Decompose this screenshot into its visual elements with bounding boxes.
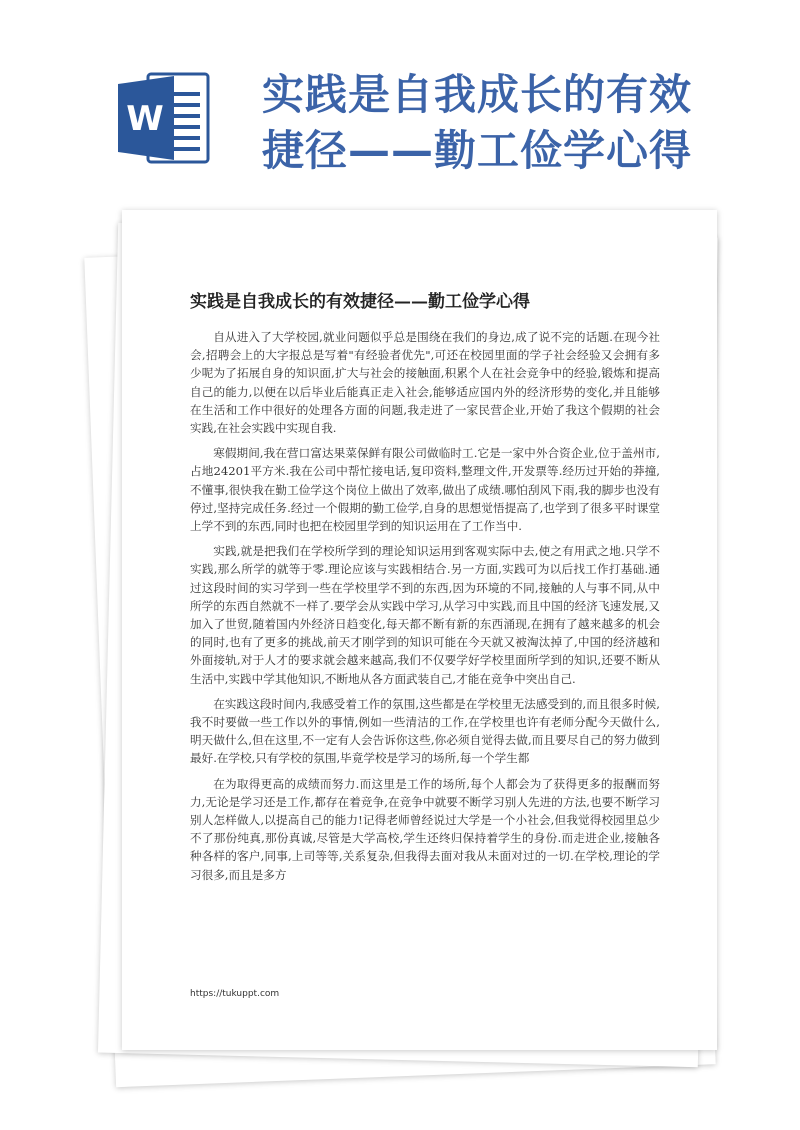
document-title: 实践是自我成长的有效捷径——勤工俭学心得: [190, 292, 530, 312]
paragraph: 在实践这段时间内,我感受着工作的氛围,这些都是在学校里无法感受到的,而且很多时候,我不时要做一些工作以外的事情,例如一些清洁的工作,在学校里也许有老师分配今天做什么,明天做什么,但在这里,不一定有人会告诉你这些,你必须自觉得去做,而且要尽自己的努力做到最好.在学校,只有学校的氛围,毕竟学校是学习的场所,每一个学生都: [190, 696, 660, 766]
header: [0, 0, 800, 200]
paragraph: 实践,就是把我们在学校所学到的理论知识运用到客观实际中去,使之有用武之地.只学不实践,那么所学的就等于零.理论应该与实践相结合.另一方面,实践可为以后找工作打基础.通过这段时间的实习学到一些在学校里学不到的东西,因为环境的不同,接触的人与事不同,从中所学的东西自然就不一样了.要学会从实践中学习,从学习中实践,而且中国的经济飞速发展,又加入了世贸,随着国内外经济日趋变化,每天都不断有新的东西涌现,在拥有了越来越多的机会的同时,也有了更多的挑战,前天才刚学到的知识可能在今天就又被淘汰掉了,中国的经济越和外面接轨,对于人才的要求就会越来越高,我们不仅要学好学校里面所学到的知识,还要不断从生活中,实践中学其他知识,不断地从各方面武装自己,才能在竞争中突出自己.: [190, 544, 660, 686]
word-icon: [118, 70, 214, 166]
paragraph: 寒假期间,我在营口富达果菜保鲜有限公司做临时工.它是一家中外合资企业,位于盖州市,占地24201平方米.我在公司中帮忙接电话,复印资料,整理文件,开发票等.经历过开始的莽撞,不懂事,很快我在勤工俭学这个岗位上做出了效率,做出了成绩.哪怕刮风下雨,我的脚步也没有停过,坚持完成任务.经过一个假期的勤工俭学,自身的思想觉悟提高了,也学到了很多平时课堂上学不到的东西,同时也把在校园里学到的知识运用在了工作当中.: [190, 446, 660, 534]
footer-url[interactable]: https://tukuppt.com: [190, 989, 280, 999]
word-icon-letter: W: [126, 99, 164, 139]
banner-title-line-2: 捷径——勤工俭学心得: [262, 126, 693, 175]
document-body: [190, 328, 660, 891]
paragraph: 自从进入了大学校园,就业问题似乎总是围绕在我们的身边,成了说不完的话题.在现今社会,招聘会上的大字报总是写着"有经验者优先",可还在校园里面的学子社会经验又会拥有多少呢为了拓展自身的知识面,扩大与社会的接触面,积累个人在社会竞争中的经验,锻炼和提高自己的能力,以便在以后毕业后能真正走入社会,能够适应国内外的经济形势的变化,并且能够在生活和工作中很好的处理各方面的问题,我走进了一家民营企业,开始了我这个假期的社会实践,在社会实践中实现自我.: [190, 330, 660, 436]
banner-title-line-1: 实践是自我成长的有效: [262, 70, 693, 119]
paragraph: 在为取得更高的成绩而努力.而这里是工作的场所,每个人都会为了获得更多的报酬而努力,无论是学习还是工作,都存在着竞争,在竞争中就要不断学习别人先进的方法,也要不断学习别人怎样做人,以提高自己的能力!记得老师曾经说过大学是一个小社会,但我觉得校园里总少不了那份纯真,那份真诚,尽管是大学高校,学生还终归保持着学生的身份.而走进企业,接触各种各样的客户,同事,上司等等,关系复杂,但我得去面对我从未面对过的一切.在学校,理论的学习很多,而且是多方: [190, 776, 660, 882]
